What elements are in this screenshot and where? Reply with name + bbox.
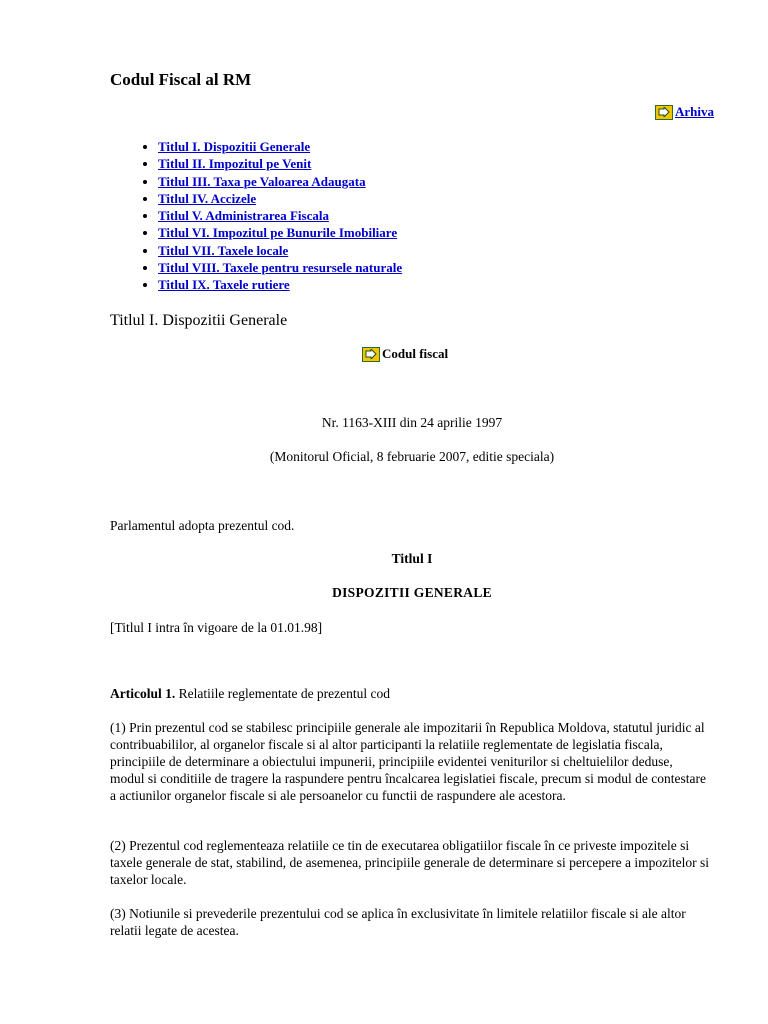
toc-item <box>158 190 402 207</box>
toc-link-titlul-6[interactable]: Titlul VI. Impozitul pe Bunurile Imobiliare <box>158 225 398 241</box>
archive-link-row[interactable] <box>655 104 714 120</box>
toc-link-titlul-3[interactable]: Titlul III. Taxa pe Valoarea Adaugata <box>158 173 366 189</box>
page-title: Codul Fiscal al RM <box>110 70 252 89</box>
toc-item <box>158 155 402 172</box>
toc-item <box>158 173 402 190</box>
toc-link-titlul-9[interactable]: Titlul IX. Taxele rutiere <box>158 277 290 293</box>
law-number: Nr. 1163-XIII din 24 aprilie 1997 <box>321 415 503 430</box>
table-of-contents <box>132 138 402 294</box>
toc-item <box>158 207 402 224</box>
vigoare-note: [Titlul I intra în vigoare de la 01.01.98] <box>110 620 323 635</box>
article-1-heading <box>110 685 710 702</box>
toc-link-titlul-1[interactable]: Titlul I. Dispozitii Generale <box>158 139 311 154</box>
document-arrow-icon <box>655 105 673 120</box>
paragraph-1: (1) Prin prezentul cod se stabilesc principiile generale ale impozitarii în Republica Moldova, statutul juridic al contribuabililor, al organelor fiscale si al altor participanti la relatiile reglementate de legislatia fiscala, principiile de determinare a obiectului impunerii, principiile evidentei veniturilor si cheltuielilor deduse, modul si conditiile de tragere la raspundere pentru încalcarea legislatiei fiscale, precum si modul de contestare a actiunilor organelor fiscale si ale persoanelor cu functii de raspundere ale acestora. <box>110 720 707 803</box>
monitor-reference: (Monitorul Oficial, 8 februarie 2007, editie speciala) <box>269 449 555 464</box>
paragraph-3: (3) Notiunile si prevederile prezentului cod se aplica în exclusivitate în limitele relatiilor fiscale si ale altor relatii legate de acestea. <box>110 906 686 938</box>
toc-item <box>158 276 402 293</box>
toc-item <box>158 242 402 259</box>
toc-link-titlul-4[interactable]: Titlul IV. Accizele <box>158 190 257 206</box>
toc-link-titlul-7[interactable]: Titlul VII. Taxele locale <box>158 242 289 258</box>
cod-fiscal-label: Codul fiscal <box>382 346 449 361</box>
titlul-heading: Titlul I <box>391 551 433 566</box>
document-arrow-icon <box>362 347 380 362</box>
adoption-statement: Parlamentul adopta prezentul cod. <box>110 518 295 533</box>
toc-link-titlul-5[interactable]: Titlul V. Administrarea Fiscala <box>158 208 329 224</box>
toc-item <box>158 259 402 276</box>
dispozitii-heading: DISPOZITII GENERALE <box>332 585 492 600</box>
article-title: Relatiile reglementate de prezentul cod <box>175 686 391 701</box>
paragraph-2: (2) Prezentul cod reglementeaza relatiile ce tin de executarea obligatiilor fiscale în ce priveste impozitele si taxele generale de stat, stabilind, de asemenea, principiile generale de determinare si percepere a impozitelor si taxelor locale. <box>110 838 709 887</box>
article-label: Articolul 1. <box>110 686 176 701</box>
section-heading: Titlul I. Dispozitii Generale <box>110 312 288 329</box>
toc-link-titlul-2[interactable]: Titlul II. Impozitul pe Venit <box>158 156 312 172</box>
cod-fiscal-row <box>362 346 448 362</box>
toc-item <box>158 138 402 155</box>
archive-link[interactable]: Arhiva <box>675 104 714 119</box>
toc-item <box>158 224 402 241</box>
toc-link-titlul-8[interactable]: Titlul VIII. Taxele pentru resursele naturale <box>158 260 403 276</box>
